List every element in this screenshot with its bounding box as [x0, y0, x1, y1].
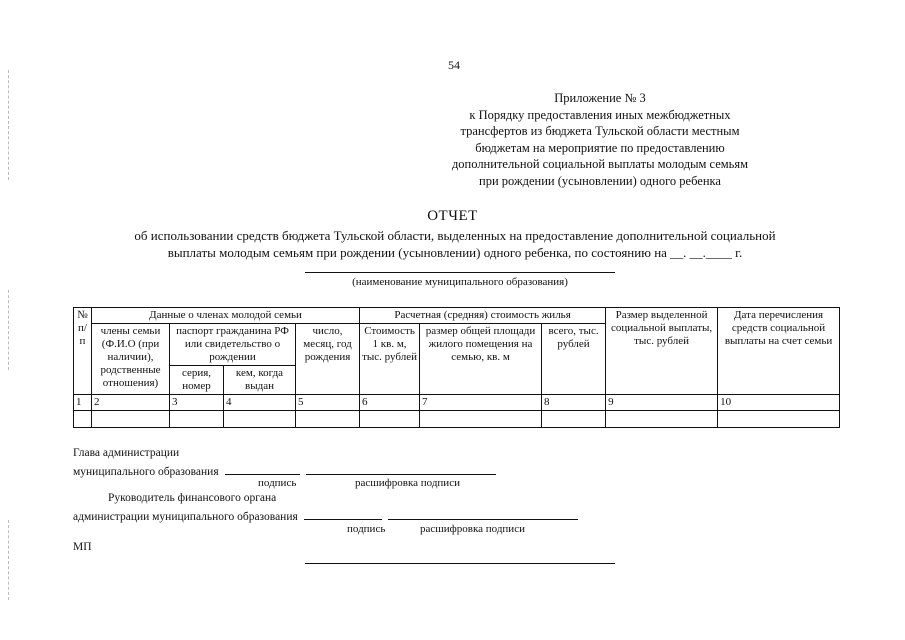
- annex-line: к Порядку предоставления иных межбюджетных: [469, 107, 731, 122]
- signature-decoding-caption: расшифровка подписи: [420, 523, 525, 535]
- annex-line: дополнительной социальной выплаты молодым семьям: [451, 157, 749, 171]
- column-number: 2: [92, 395, 170, 411]
- header-total: всего, тыс. рублей: [542, 324, 606, 395]
- signature-caption: подпись: [258, 477, 297, 489]
- header-series-number: серия, номер: [170, 366, 224, 395]
- municipality-caption: (наименование муниципального образования): [352, 276, 568, 288]
- margin-mark: [8, 520, 11, 600]
- empty-cell: [296, 411, 360, 428]
- header-housing-cost: Расчетная (средняя) стоимость жилья: [360, 308, 606, 324]
- header-sqm-cost: Стоимость 1 кв. м, тыс. рублей: [360, 324, 420, 395]
- fin-head-label: Руководитель финансового органа: [108, 492, 277, 504]
- annex-line: бюджетам на мероприятие по предоставлению: [475, 140, 725, 155]
- signature-decoding-underline: [388, 508, 578, 520]
- empty-cell: [170, 411, 224, 428]
- report-subtitle-line: выплаты молодым семьям при рождении (усыновлении) одного ребенка, по состоянию на __. __.____ г.: [167, 245, 743, 260]
- signature-decoding-caption: расшифровка подписи: [355, 477, 460, 489]
- empty-cell: [360, 411, 420, 428]
- empty-cell: [420, 411, 542, 428]
- header-payment-size: Размер выделенной социальной выплаты, тыс. рублей: [606, 308, 718, 395]
- stamp-place-label: МП: [73, 541, 92, 553]
- report-subtitle: [60, 227, 850, 261]
- annex-title: Приложение № 3: [554, 91, 646, 105]
- column-number-row: [74, 395, 840, 411]
- header-family-data: Данные о членах молодой семьи: [92, 308, 360, 324]
- margin-mark: [8, 290, 11, 370]
- municipality-underline: [305, 272, 615, 273]
- column-number: 6: [360, 395, 420, 411]
- head-admin-line: [73, 463, 496, 478]
- table-row: [74, 411, 840, 428]
- report-title: ОТЧЕТ: [427, 208, 478, 224]
- report-table: [73, 307, 840, 428]
- head-admin-label-2: муниципального образования: [73, 466, 219, 478]
- annex-block: [420, 90, 780, 189]
- empty-cell: [606, 411, 718, 428]
- signature-underline: [304, 508, 382, 520]
- empty-cell: [74, 411, 92, 428]
- empty-cell: [224, 411, 296, 428]
- column-number: 9: [606, 395, 718, 411]
- signature-caption: подпись: [347, 523, 386, 535]
- column-number: 8: [542, 395, 606, 411]
- signature-underline: [225, 463, 300, 475]
- header-issued-by: кем, когда выдан: [224, 366, 296, 395]
- head-admin-label: Глава администрации: [73, 447, 180, 459]
- signature-decoding-underline: [306, 463, 496, 475]
- bottom-underline: [305, 563, 615, 564]
- fin-head-line: [73, 508, 578, 523]
- column-number: 3: [170, 395, 224, 411]
- header-birth-date: число, месяц, год рождения: [296, 324, 360, 395]
- column-number: 4: [224, 395, 296, 411]
- column-number: 10: [718, 395, 840, 411]
- header-num: № п/п: [74, 308, 92, 395]
- column-number: 5: [296, 395, 360, 411]
- report-subtitle-line: об использовании средств бюджета Тульской области, выделенных на предоставление дополнительной социальной: [134, 228, 776, 243]
- header-transfer-date: Дата перечисления средств социальной выплаты на счет семьи: [718, 308, 840, 395]
- page-number: 54: [448, 58, 460, 72]
- header-passport: паспорт гражданина РФ или свидетельство о рождении: [170, 324, 296, 366]
- empty-cell: [542, 411, 606, 428]
- column-number: 7: [420, 395, 542, 411]
- header-living-area: размер общей площади жилого помещения на семью, кв. м: [420, 324, 542, 395]
- margin-mark: [8, 70, 11, 180]
- annex-line: при рождении (усыновлении) одного ребенка: [479, 173, 721, 188]
- fin-head-label-2: администрации муниципального образования: [73, 511, 298, 523]
- empty-cell: [718, 411, 840, 428]
- empty-cell: [92, 411, 170, 428]
- header-family-members: члены семьи (Ф.И.О (при наличии), родственные отношения): [92, 324, 170, 395]
- column-number: 1: [74, 395, 92, 411]
- annex-line: трансфертов из бюджета Тульской области местным: [460, 124, 740, 138]
